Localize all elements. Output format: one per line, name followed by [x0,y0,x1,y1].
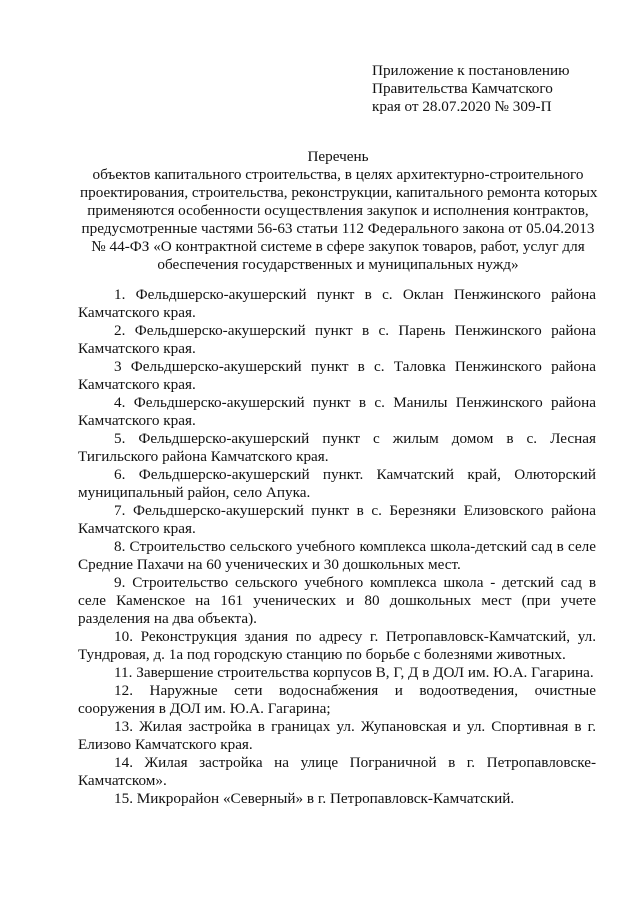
list-item: 2. Фельдшерско-акушерский пункт в с. Парень Пенжинского района Камчатского края. [78,322,596,357]
list-item: 4. Фельдшерско-акушерский пункт в с. Манилы Пенжинского района Камчатского края. [78,394,596,429]
list-item: 7. Фельдшерско-акушерский пункт в с. Березняки Елизовского района Камчатского края. [78,502,596,537]
approval-line: Правительства Камчатского [372,80,553,97]
list-item: 12. Наружные сети водоснабжения и водоотведения, очистные сооружения в ДОЛ им. Ю.А. Гагарина; [78,682,596,717]
list-item: 13. Жилая застройка в границах ул. Жупановская и ул. Спортивная в г. Елизово Камчатского края. [78,718,596,753]
approval-line: Приложение к постановлению [372,62,570,79]
title-line: объектов капитального строительства, в целях архитектурно-строительного [92,166,584,183]
list-item: 8. Строительство сельского учебного комплекса школа-детский сад в селе Средние Пахачи на 60 ученических и 30 дошкольных мест. [78,538,596,573]
list-item: 10. Реконструкция здания по адресу г. Петропавловск-Камчатский, ул. Тундровая, д. 1а под городскую станцию по борьбе с болезнями животных. [78,628,596,663]
list-item: 5. Фельдшерско-акушерский пункт с жилым домом в с. Лесная Тигильского района Камчатского края. [78,430,596,465]
title-line: предусмотренные частями 56-63 статьи 112 Федерального закона от 05.04.2013 [81,220,595,237]
list-item: 3 Фельдшерско-акушерский пункт в с. Таловка Пенжинского района Камчатского края. [78,358,596,393]
list-item: 6. Фельдшерско-акушерский пункт. Камчатский край, Олюторский муниципальный район, село Апука. [78,466,596,501]
list-item: 14. Жилая застройка на улице Пограничной в г. Петропавловске-Камчатском». [78,754,596,789]
list-item: 15. Микрорайон «Северный» в г. Петропавловск-Камчатский. [114,790,515,807]
title-line: применяются особенности осуществления закупок и исполнения контрактов, [87,202,589,219]
list-item: 11. Завершение строительства корпусов В, Г, Д в ДОЛ им. Ю.А. Гагарина. [114,664,594,681]
document-title [80,148,596,274]
title-line: № 44-ФЗ «О контрактной системе в сфере закупок товаров, работ, услуг для [91,238,585,255]
objects-list [78,286,596,808]
list-item: 1. Фельдшерско-акушерский пункт в с. Оклан Пенжинского района Камчатского края. [78,286,596,321]
approval-line: края от 28.07.2020 № 309-П [372,98,552,115]
title-line: обеспечения государственных и муниципальных нужд» [157,256,519,273]
approval-note [372,62,612,116]
title-heading: Перечень [307,148,369,165]
list-item: 9. Строительство сельского учебного комплекса школа - детский сад в селе Каменское на 161 ученических и 80 дошкольных мест (при учете разделения на два объекта). [78,574,596,627]
title-line: проектирования, строительства, реконструкции, капитального ремонта которых [80,184,598,201]
